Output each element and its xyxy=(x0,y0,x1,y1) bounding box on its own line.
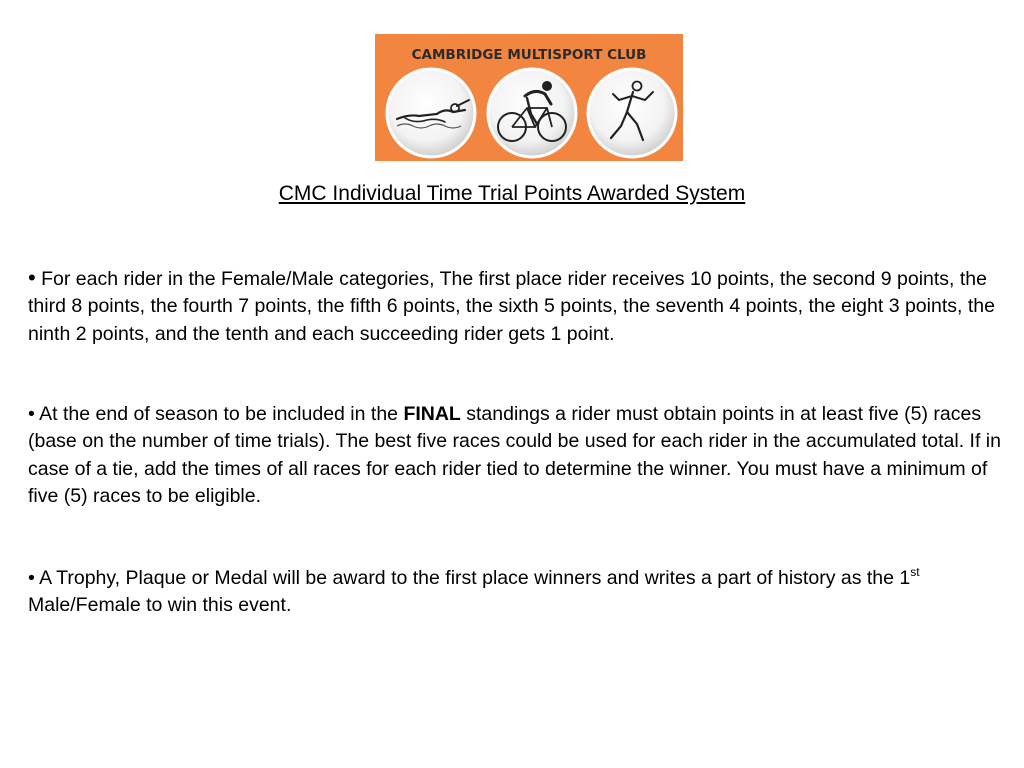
trophy-paragraph xyxy=(28,565,1003,620)
runner-icon xyxy=(588,69,676,157)
points-paragraph xyxy=(28,264,1003,348)
final-standings-paragraph xyxy=(28,401,1003,510)
club-logo xyxy=(375,34,683,161)
bullet: • xyxy=(28,265,36,290)
points-text: For each rider in the Female/Male categories, The first place rider receives 10 points, the second 9 points, the third 8 points, the fourth 7 points, the fifth 6 points, the sixth 5 points, the seventh 4 points, the eight 3 points, the ninth 2 points, and the tenth and each succeeding rider gets 1 point. xyxy=(28,268,995,345)
final-bold: FINAL xyxy=(403,403,461,425)
final-text-before: • At the end of season to be included in the xyxy=(28,403,404,425)
page-title: CMC Individual Time Trial Points Awarded System xyxy=(278,182,746,205)
swimmer-icon xyxy=(387,69,475,157)
trophy-text-after: Male/Female to win this event. xyxy=(28,594,292,617)
final-text-after: standings a rider must obtain points in at least five (5) races (base on the number of time trials). The best five races could be used for each rider in the accumulated total. If in case of a tie, add the times of all races for each rider tied to determine the winner. You must have a minimum of five (5) races to be eligible. xyxy=(28,403,1001,507)
cyclist-icon xyxy=(488,69,576,157)
logo-text: CAMBRIDGE MULTISPORT CLUB xyxy=(411,47,647,63)
ordinal-suffix: st xyxy=(910,564,920,579)
trophy-text-before: • A Trophy, Plaque or Medal will be award to the first place winners and writes a part of history as the 1 xyxy=(28,567,911,589)
